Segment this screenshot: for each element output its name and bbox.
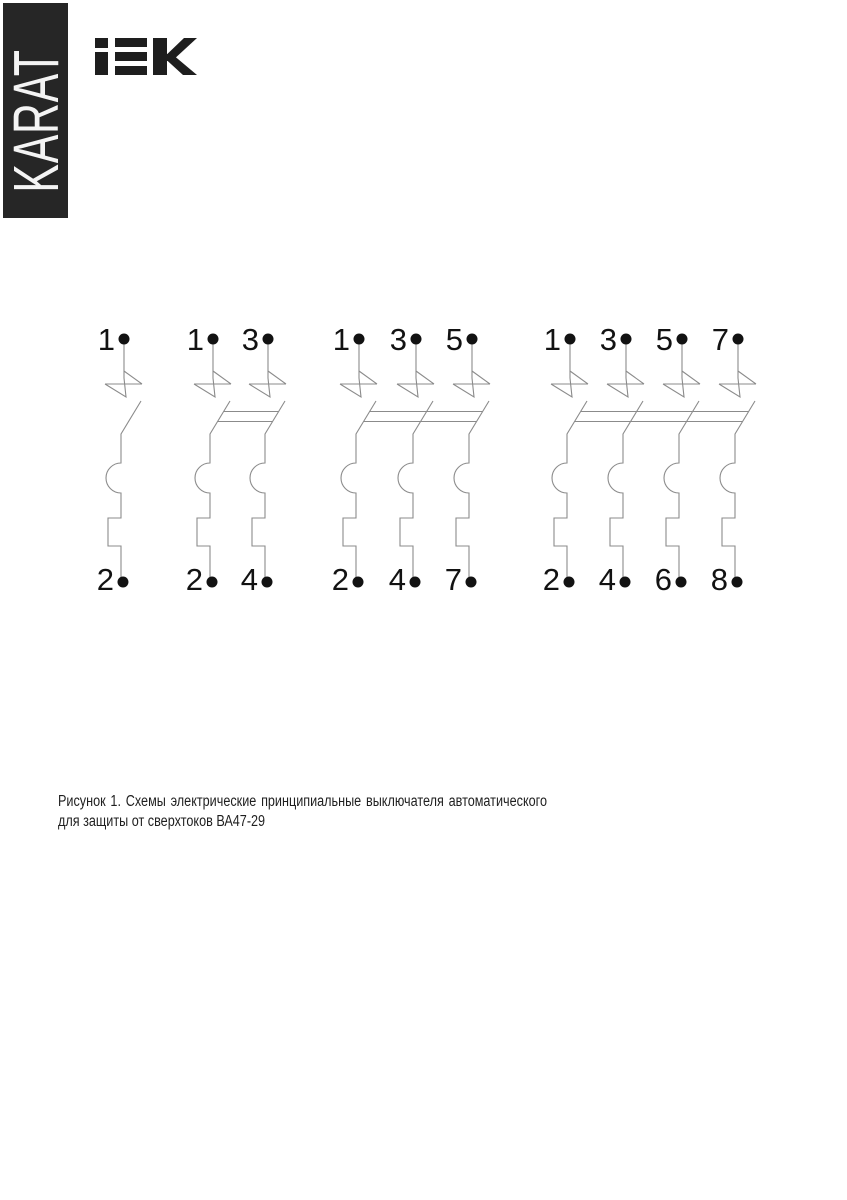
terminal-dot-top [354,334,365,345]
terminal-dot-bottom [207,577,218,588]
terminal-dot-bottom [676,577,687,588]
iek-logo-e-bar [115,52,147,61]
terminal-number-top: 1 [332,322,350,357]
terminal-number-bottom: 2 [96,562,114,597]
iek-logo-e-bar [115,38,147,47]
terminal-dot-bottom [353,577,364,588]
terminal-dot-bottom [732,577,743,588]
terminal-number-top: 1 [97,322,115,357]
iek-logo-e-bar [115,66,147,75]
terminal-dot-bottom [410,577,421,588]
terminal-dot-top [565,334,576,345]
karat-label: KARAT [0,48,72,193]
terminal-dot-top [677,334,688,345]
terminal-number-top: 3 [241,322,259,357]
caption-line-1: Рисунок 1. Схемы электрические принципиальные выключателя автоматического [58,793,547,810]
terminal-number-top: 1 [186,322,204,357]
pole-symbol [340,345,377,578]
pole-symbol [607,345,644,578]
terminal-number-bottom: 2 [542,562,560,597]
terminal-number-top: 3 [599,322,617,357]
terminal-number-top: 3 [389,322,407,357]
pole-symbol [249,345,286,578]
terminal-dot-top [208,334,219,345]
terminal-dot-bottom [620,577,631,588]
terminal-dot-bottom [262,577,273,588]
figure-caption [58,792,547,832]
terminal-number-bottom: 4 [598,562,616,597]
terminal-number-bottom: 2 [185,562,203,597]
terminal-dot-top [621,334,632,345]
terminal-number-top: 5 [445,322,463,357]
diagram-3-pole [332,322,490,597]
pole-symbol [719,345,756,578]
terminal-number-top: 5 [655,322,673,357]
iek-logo-i-dot [95,38,108,48]
terminal-number-bottom: 4 [240,562,258,597]
terminal-number-bottom: 7 [444,562,462,597]
pole-symbol [194,345,231,578]
terminal-number-top: 7 [711,322,729,357]
pole-symbol [663,345,700,578]
mechanical-linkage-lines [575,412,749,422]
caption-line-2: для защиты от сверхтоков ВА47-29 [58,813,266,830]
diagram-4-pole [543,322,756,597]
terminal-dot-top [733,334,744,345]
pole-symbol [551,345,588,578]
terminal-number-bottom: 2 [331,562,349,597]
terminal-dot-top [119,334,130,345]
terminal-dot-top [467,334,478,345]
iek-logo [95,38,197,75]
terminal-number-top: 1 [543,322,561,357]
terminal-dot-bottom [118,577,129,588]
terminal-dot-bottom [564,577,575,588]
pole-symbol [105,345,142,578]
terminal-number-bottom: 4 [388,562,406,597]
pole-symbol [397,345,434,578]
diagram-1-pole [97,322,142,597]
terminal-dot-top [263,334,274,345]
terminal-number-bottom: 8 [710,562,728,597]
diagram-2-pole [186,322,286,597]
mechanical-linkage-lines [218,412,279,422]
terminal-dot-bottom [466,577,477,588]
terminal-dot-top [411,334,422,345]
terminal-number-bottom: 6 [654,562,672,597]
schematics-layer [97,322,756,597]
iek-logo-i-stem [95,52,108,75]
pole-symbol [453,345,490,578]
